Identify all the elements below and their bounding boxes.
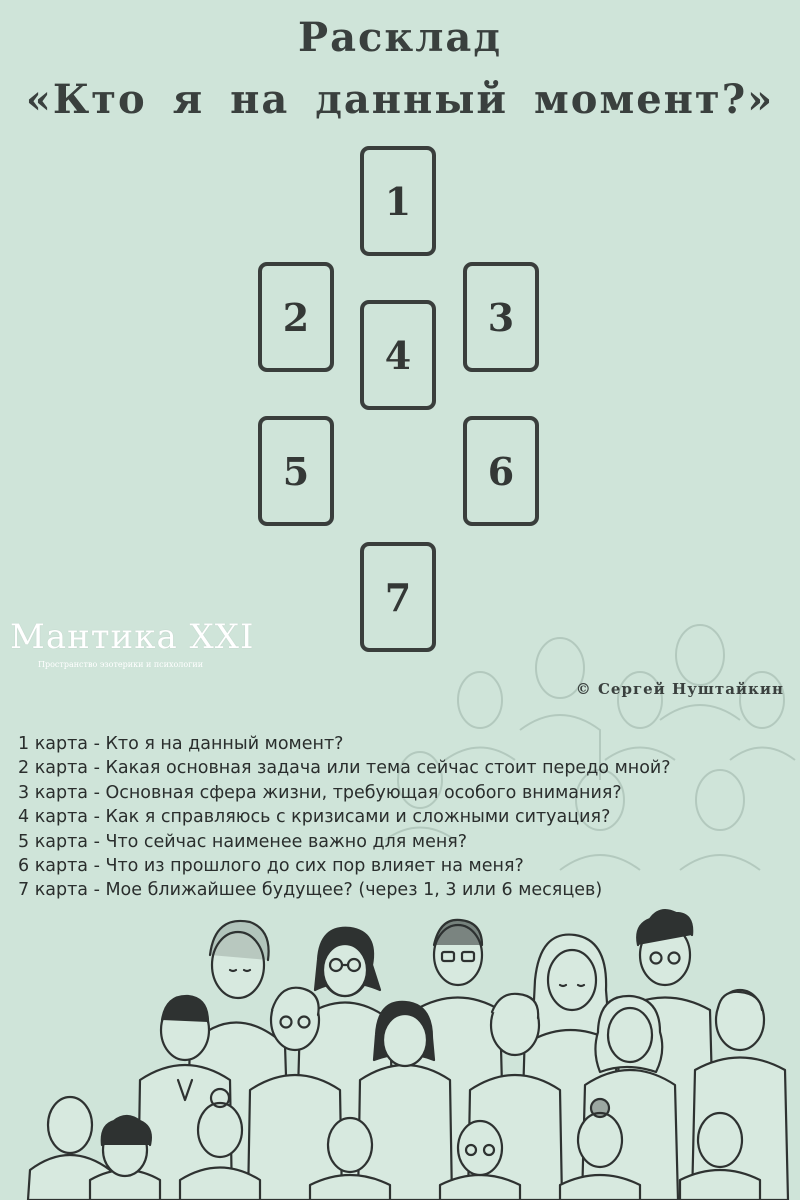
card-position-2: 2 xyxy=(258,262,334,372)
title-line-1: Расклад xyxy=(297,14,503,61)
title-line-2: «Кто я на данный момент?» xyxy=(25,76,775,123)
card-description-5: 5 карта - Что сейчас наименее важно для меня? xyxy=(18,831,468,852)
card-description-4: 4 карта - Как я справляюсь с кризисами и сложными ситуация? xyxy=(18,807,611,828)
card-position-4: 4 xyxy=(360,300,436,410)
card-position-7: 7 xyxy=(360,542,436,652)
card-description-6: 6 карта - Что из прошлого до сих пор влияет на меня? xyxy=(18,856,524,877)
card-description-1: 1 карта - Кто я на данный момент? xyxy=(18,734,344,754)
card-position-6: 6 xyxy=(463,416,539,526)
card-description-2: 2 карта - Какая основная задача или тема сейчас стоит передо мной? xyxy=(18,758,671,779)
brand-tagline: Пространство эзотерики и психологии xyxy=(38,660,204,669)
card-position-3: 3 xyxy=(463,262,539,372)
copyright-author: © Сергей Нуштайкин xyxy=(575,680,784,698)
brand-logo: Мантика XXI xyxy=(10,617,255,657)
card-position-5: 5 xyxy=(258,416,334,526)
card-description-7: 7 карта - Мое ближайшее будущее? (через 1, 3 или 6 месяцев) xyxy=(18,880,603,901)
card-position-1: 1 xyxy=(360,146,436,256)
card-description-3: 3 карта - Основная сфера жизни, требующая особого внимания? xyxy=(18,782,622,803)
